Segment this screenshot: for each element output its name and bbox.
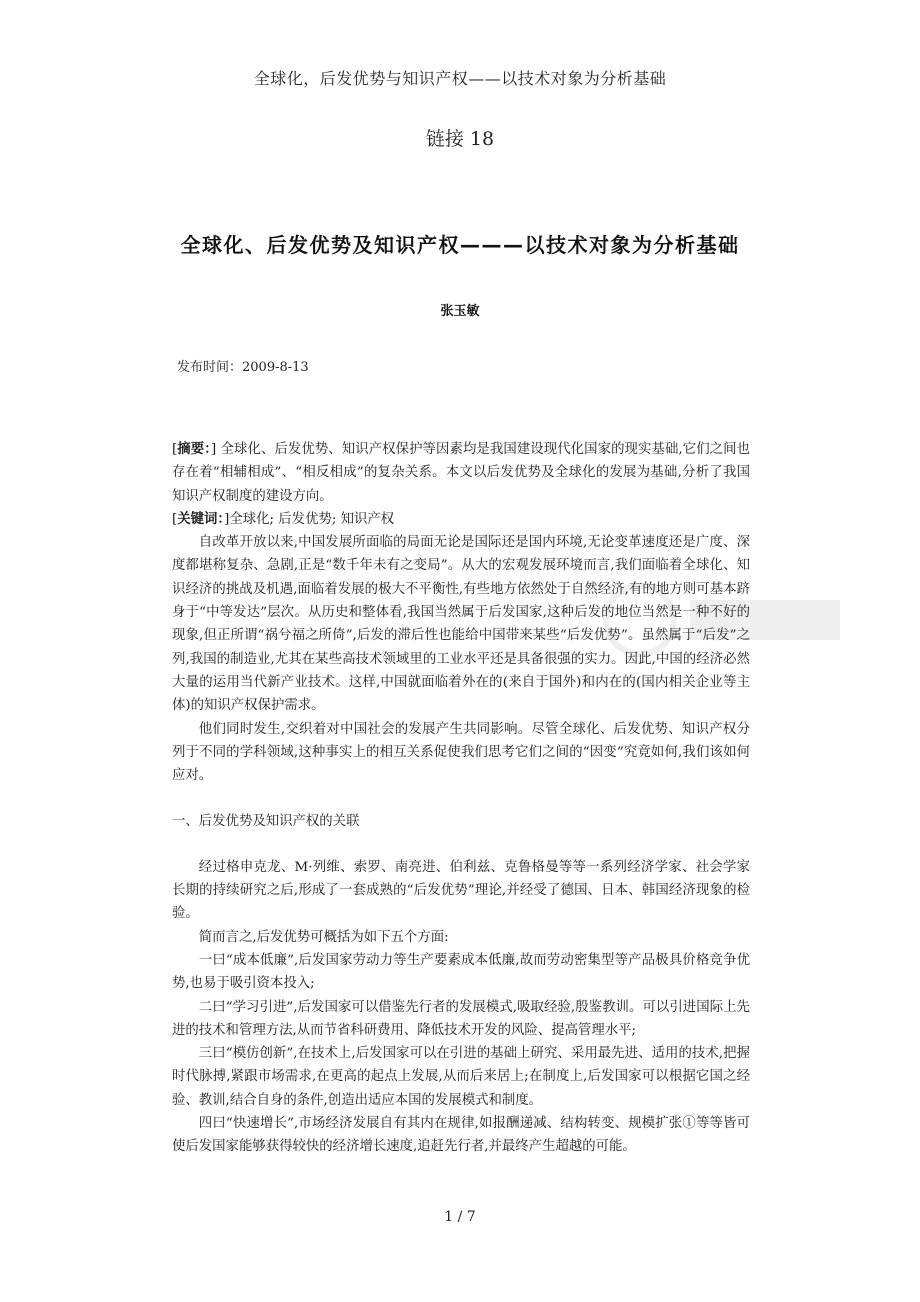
section-paragraph: 一曰“成本低廉”,后发国家劳动力等生产要素成本低廉,故而劳动密集型等产品极具价格竞争优势,也易于吸引资本投入; [172,952,750,992]
section-heading: 一、后发优势及知识产权的关联 [172,814,360,830]
keywords-close-bracket: ] [224,511,230,527]
keywords [172,508,750,531]
abstract-open-bracket: [ [172,442,178,457]
intro-paragraph: 他们同时发生,交织着对中国社会的发展产生共同影响。尽管全球化、后发优势、知识产权分列于不同的学科领域,这种事实上的相互关系促使我们思考它们之间的“因变”究竟如何,我们该如何应对。 [172,721,750,784]
abstract-close-bracket: ] [211,442,221,457]
abstract-text: 全球化、后发优势、知识产权保护等因素均是我国建设现代化国家的现实基础,它们之间也存在着“相辅相成”、“相反相成”的复杂关系。本文以后发优势及全球化的发展为基础,分析了我国知识产权制度的建设方向。 [172,442,750,504]
article-title: 全球化、后发优势及知识产权———以技术对象为分析基础 [180,233,740,257]
section-paragraph: 简而言之,后发优势可概括为如下五个方面: [198,929,449,945]
article-author: 张玉敏 [440,304,480,319]
keywords-text: 全球化; 后发优势; 知识产权 [229,511,395,527]
keywords-label: 关键词： [177,511,225,527]
intro-paragraph: 自改革开放以来,中国发展所面临的局面无论是国际还是国内环境,无论变革速度还是广度、深度都堪称复杂、急剧,正是“数千年未有之变局”。从大的宏观发展环境而言,我们面临着全球化、知识经济的挑战及机遇,面临着发展的极大不平衡性,有些地方依然处于自然经济,有的地方则可基本跻身于“中等发达”层次。从历史和整体看,我国当然属于后发国家,这种后发的地位当然是一种不好的现象,但正所谓“祸兮福之所倚”,后发的滞后性也能给中国带来某些“后发优势”。虽然属于“后发”之列,我国的制造业,尤其在某些高技术领域里的工业水平还是具备很强的实力。因此,中国的经济必然大量的运用当代新产业技术。这样,中国就面临着外在的(来自于国外)和内在的(国内相关企业等主体)的知识产权保护需求。 [172,535,750,714]
link-label: 链接 18 [425,128,495,150]
publish-date: 发布时间：2009-8-13 [177,360,309,375]
page-number: 1 / 7 [444,1209,476,1225]
section-paragraph: 四曰“快速增长”,市场经济发展自有其内在规律,如报酬递减、结构转变、规模扩张①等等皆可使后发国家能够获得较快的经济增长速度,追赶先行者,并最终产生超越的可能。 [172,1116,750,1155]
section-paragraph: 二曰“学习引进”,后发国家可以借鉴先行者的发展模式,吸取经验,殷鉴教训。可以引进国际上先进的技术和管理方法,从而节省科研费用、降低技术开发的风险、提高管理水平; [172,999,750,1038]
abstract-label: 摘要： [177,442,212,457]
keywords-open-bracket: [ [172,511,178,527]
abstract [172,438,750,508]
section-paragraph: 三曰“模仿创新”,在技术上,后发国家可以在引进的基础上研究、采用最先进、适用的技术,把握时代脉搏,紧跟市场需求,在更高的起点上发展,从而后来居上;在制度上,后发国家可以根据它国之经验、教训,结合自身的条件,创造出适应本国的发展模式和制度。 [172,1046,750,1108]
article-body [172,438,750,1159]
page-header: 全球化，后发优势与知识产权——以技术对象为分析基础 [253,69,667,88]
section-paragraph: 经过格申克龙、M·列维、索罗、南亮进、伯利兹、克鲁格曼等等一系列经济学家、社会学家长期的持续研究之后,形成了一套成熟的“后发优势”理论,并经受了德国、日本、韩国经济现象的检验。 [172,859,750,922]
